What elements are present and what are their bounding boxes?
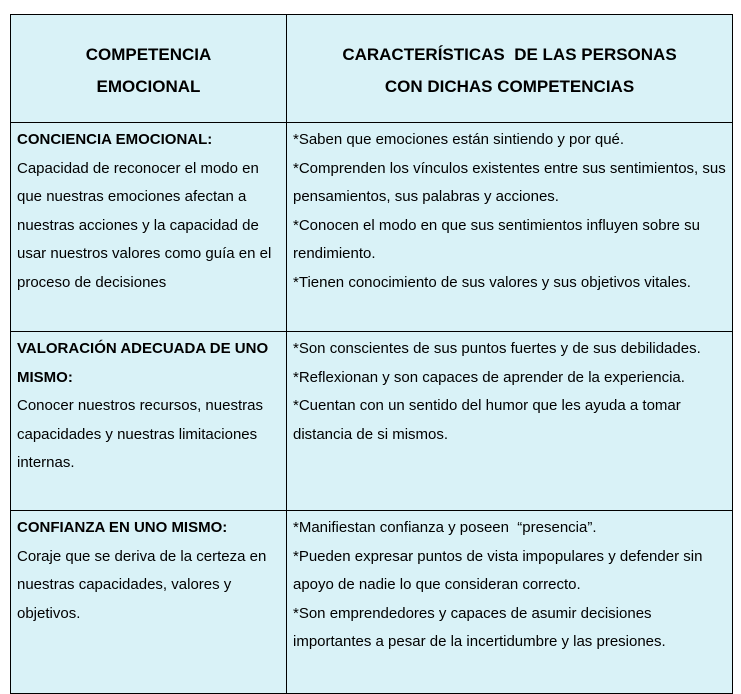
- table-row: [11, 511, 733, 694]
- competence-title: CONCIENCIA EMOCIONAL:: [17, 131, 213, 148]
- header-competencia: [11, 15, 287, 123]
- characteristic-item: *Pueden expresar puntos de vista impopulares y defender sin apoyo de nadie lo que consideran correcto.: [293, 547, 703, 594]
- header-left-line-1: COMPETENCIA: [85, 44, 212, 64]
- competence-cell: [11, 123, 287, 332]
- characteristic-item: *Cuentan con un sentido del humor que les ayuda a tomar distancia de si mismos.: [293, 397, 681, 443]
- header-left-line-2: EMOCIONAL: [96, 76, 201, 96]
- competence-cell: [11, 511, 287, 694]
- header-right-line-2: CON DICHAS COMPETENCIAS: [384, 76, 635, 96]
- table-header-row: [11, 15, 733, 123]
- header-right-line-1: CARACTERÍSTICAS DE LAS PERSONAS: [342, 44, 677, 64]
- characteristic-item: *Saben que emociones están sintiendo y por qué.: [293, 131, 625, 148]
- characteristics-cell: [287, 332, 733, 511]
- table-row: [11, 123, 733, 332]
- characteristics-cell: [287, 511, 733, 694]
- header-caracteristicas: [287, 15, 733, 123]
- competencies-table: [10, 14, 733, 694]
- characteristic-item: *Son conscientes de sus puntos fuertes y de sus debilidades.: [293, 340, 701, 357]
- characteristic-item: *Tienen conocimiento de sus valores y sus objetivos vitales.: [293, 273, 691, 291]
- characteristic-item: *Conocen el modo en que sus sentimientos influyen sobre su rendimiento.: [293, 216, 700, 263]
- competence-description: Coraje que se deriva de la certeza en nuestras capacidades, valores y objetivos.: [17, 547, 267, 622]
- competence-description: Capacidad de reconocer el modo en que nuestras emociones afectan a nuestras acciones y la capacidad de usar nuestros valores como guía en el proceso de decisiones: [17, 159, 272, 291]
- characteristic-item: *Reflexionan y son capaces de aprender de la experiencia.: [293, 368, 685, 386]
- characteristics-cell: [287, 123, 733, 332]
- competence-description: Conocer nuestros recursos, nuestras capacidades y nuestras limitaciones internas.: [17, 397, 263, 472]
- competence-title: VALORACIÓN ADECUADA DE UNO MISMO:: [17, 340, 269, 386]
- competence-title: CONFIANZA EN UNO MISMO:: [17, 519, 228, 536]
- characteristic-item: *Son emprendedores y capaces de asumir decisiones importantes a pesar de la incertidumbre y las presiones.: [293, 604, 666, 651]
- characteristic-item: *Manifiestan confianza y poseen “presencia”.: [293, 519, 597, 536]
- table-row: [11, 332, 733, 511]
- competence-cell: [11, 332, 287, 511]
- characteristic-item: *Comprenden los vínculos existentes entre sus sentimientos, sus pensamientos, sus palabras y acciones.: [293, 159, 726, 206]
